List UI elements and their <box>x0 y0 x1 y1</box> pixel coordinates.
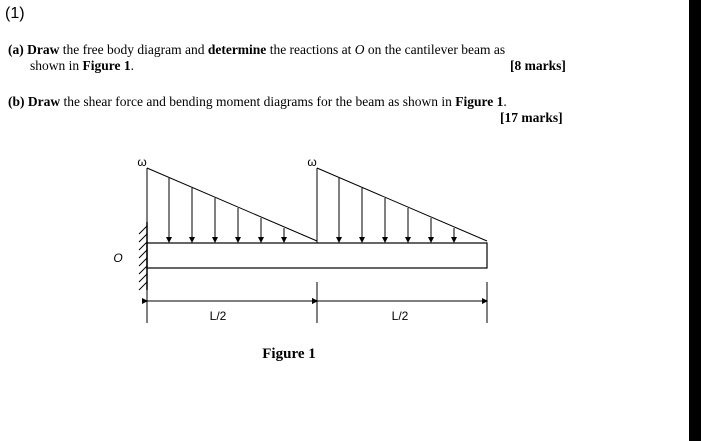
part-b-draw: Draw <box>27 94 61 109</box>
part-a-determine: determine <box>207 42 267 57</box>
cantilever-beam <box>147 243 487 268</box>
distributed-load-2 <box>317 168 487 243</box>
question-number: (1) <box>5 5 25 22</box>
part-a-text-1: the free body diagram and <box>62 42 205 57</box>
part-b-text-1: the shear force and bending moment diagrams for the beam as shown in <box>63 94 452 109</box>
part-a-text-3: on the cantilever beam as <box>367 42 506 57</box>
load-label-omega-2: ω <box>307 155 317 169</box>
dimension-label-right: L/2 <box>391 309 409 323</box>
part-a-marks: [8 marks] <box>510 58 566 73</box>
part-a-figure-ref: Figure 1 <box>82 58 131 73</box>
part-b-figure-ref: Figure 1 <box>455 94 504 109</box>
part-a-label: (a) <box>8 42 24 57</box>
part-a-draw: Draw <box>27 42 60 57</box>
figure-caption: Figure 1 <box>262 346 316 362</box>
distributed-load-1 <box>147 168 317 243</box>
point-o-reference: O <box>354 42 365 57</box>
support-point-label: O <box>113 251 123 265</box>
dimension-label-left: L/2 <box>209 309 227 323</box>
fixed-support-wall <box>139 222 147 290</box>
part-b-marks: [17 marks] <box>500 110 563 125</box>
dimension-lines <box>147 280 487 323</box>
part-b-label: (b) <box>8 94 25 109</box>
part-b-period: . <box>503 94 507 109</box>
part-a-shown-in: shown in <box>30 58 80 73</box>
part-a-period: . <box>130 58 135 73</box>
load-label-omega-1: ω <box>137 155 147 169</box>
part-a-text-2: the reactions at <box>269 42 352 57</box>
